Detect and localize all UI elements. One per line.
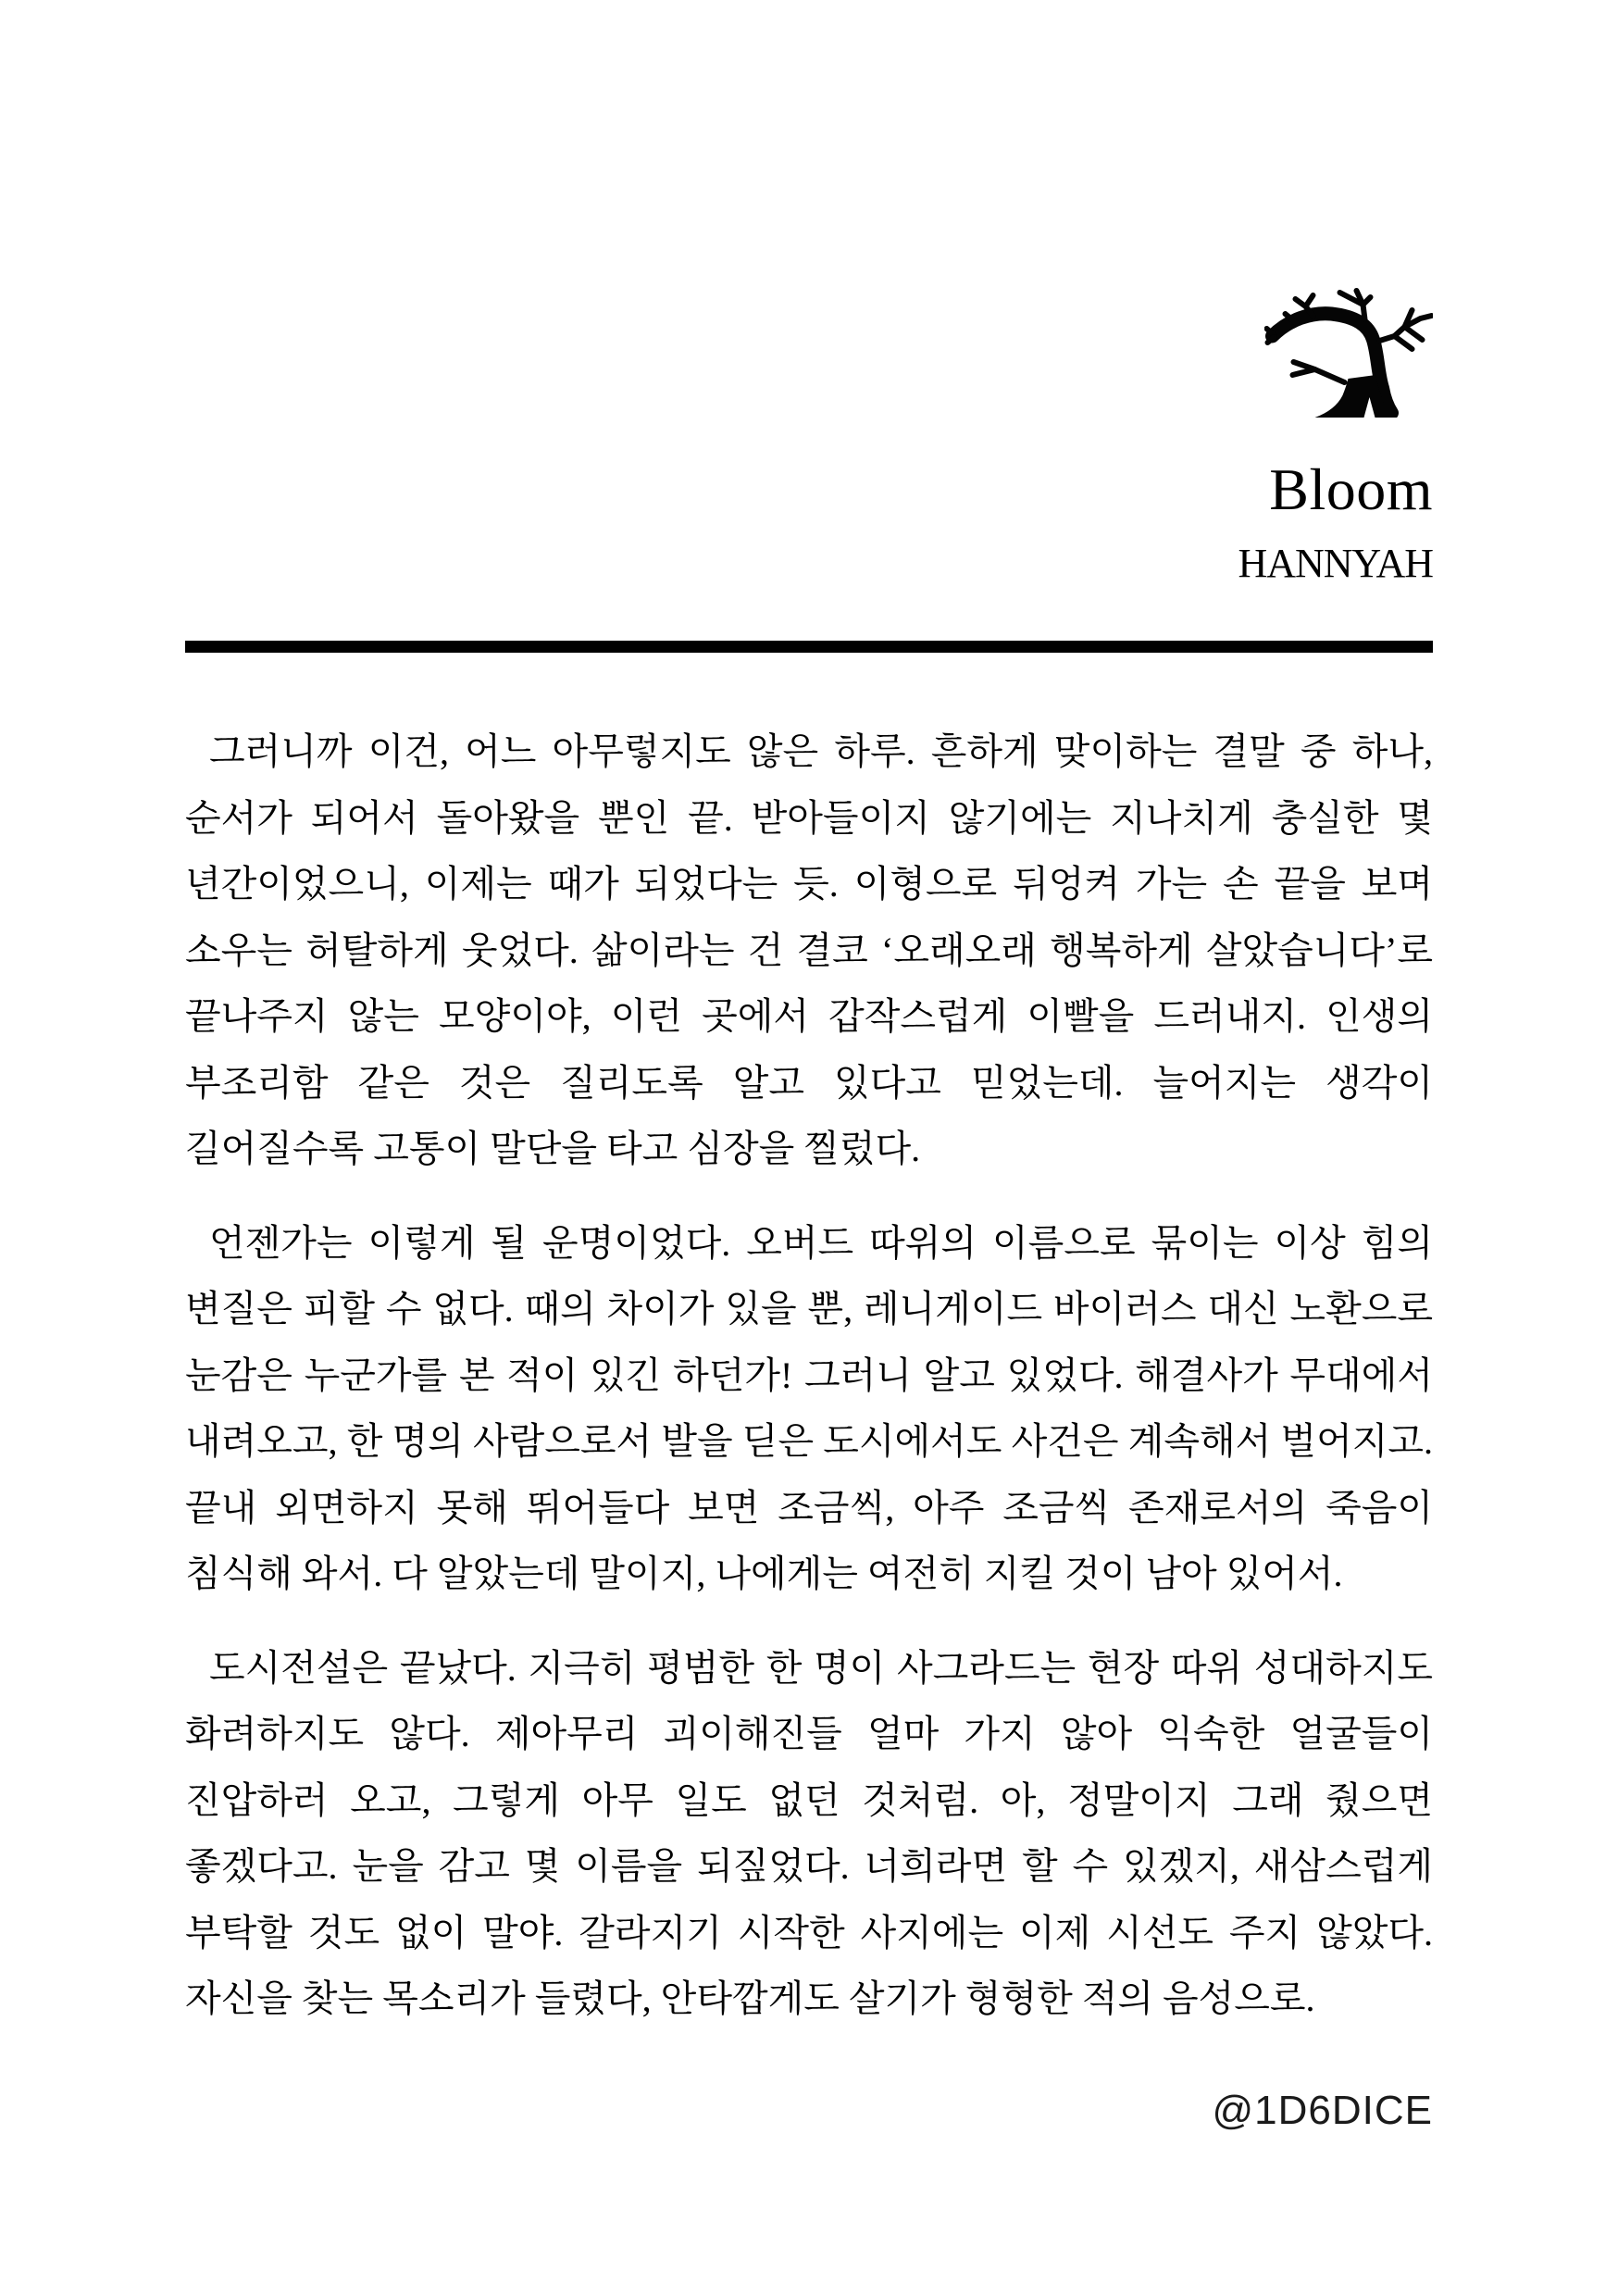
divider-rule — [185, 641, 1433, 653]
story-paragraph-1: 그러니까 이건, 어느 아무렇지도 않은 하루. 흔하게 맞이하는 결말 중 하나, 순서가 되어서 돌아왔을 뿐인 끝. 받아들이지 않기에는 지나치게 충실한 몇 년간이었으니, 이제는 때가 되었다는 듯. 이형으로 뒤엉켜 가는 손 끝을 보며 소우는 허탈하게 웃었다. 삶이라는 건 결코 ‘오래오래 행복하게 살았습니다’로 끝나주지 않는 모양이야, 이런 곳에서 갑작스럽게 이빨을 드러내지. 인생의 부조리함 같은 것은 질리도록 알고 있다고 믿었는데. 늘어지는 생각이 길어질수록 고통이 말단을 타고 심장을 찔렀다. — [185, 730, 1433, 1169]
story-body — [185, 718, 1433, 2060]
author-handle: @1D6DICE — [1212, 2088, 1433, 2133]
story-paragraph-2: 언젠가는 이렇게 될 운명이었다. 오버드 따위의 이름으로 묶이는 이상 힘의 변질은 피할 수 없다. 때의 차이가 있을 뿐, 레니게이드 바이러스 대신 노환으로 눈감은 누군가를 본 적이 있긴 하던가! 그러니 알고 있었다. 해결사가 무대에서 내려오고, 한 명의 사람으로서 발을 딛은 도시에서도 사건은 계속해서 벌어지고. 끝내 외면하지 못해 뛰어들다 보면 조금씩, 아주 조금씩 존재로서의 죽음이 침식해 와서. 다 알았는데 말이지, 나에게는 여전히 지킬 것이 남아 있어서. — [185, 1221, 1433, 1594]
story-title: Bloom — [1269, 456, 1433, 522]
bare-tree-icon — [1264, 288, 1433, 418]
story-paragraph-3: 도시전설은 끝났다. 지극히 평범한 한 명이 사그라드는 현장 따위 성대하지도 화려하지도 않다. 제아무리 괴이해진들 얼마 가지 않아 익숙한 얼굴들이 진압하러 오고, 그렇게 아무 일도 없던 것처럼. 아, 정말이지 그래 줬으면 좋겠다고. 눈을 감고 몇 이름을 되짚었다. 너희라면 할 수 있겠지, 새삼스럽게 부탁할 것도 없이 말야. 갈라지기 시작한 사지에는 이제 시선도 주지 않았다. 자신을 찾는 목소리가 들렸다, 안타깝게도 살기가 형형한 적의 음성으로. — [185, 1646, 1433, 2019]
author-name: HANNYAH — [1238, 541, 1433, 586]
